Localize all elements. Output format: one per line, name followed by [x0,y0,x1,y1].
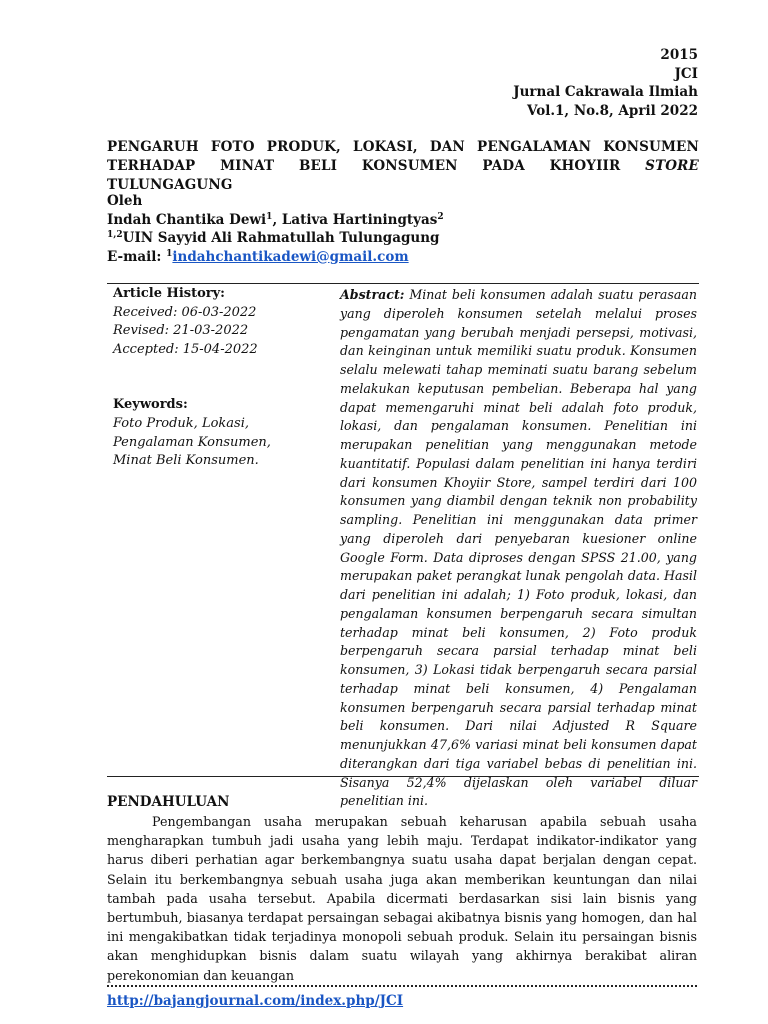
email-sup: 1 [166,248,173,259]
paper-title [107,138,699,195]
email-line [107,248,444,267]
revised-date: Revised: 21-03-2022 [113,323,249,339]
journal-url-link[interactable]: http://bajangjournal.com/index.php/JCI [107,993,404,1009]
affiliation-line [107,229,444,248]
title-italic: STORE [645,158,699,174]
keywords-label: Keywords: [113,397,188,413]
bottom-rule [107,776,699,777]
intro-body [107,812,697,985]
abstract-label: Abstract: [340,287,405,302]
author-1-sup: 1 [266,211,273,222]
header-journal-name: Jurnal Cakrawala Ilmiah [513,84,698,100]
header-journal-abbr: JCI [674,65,698,82]
accepted-date: Accepted: 15-04-2022 [113,341,258,357]
title-part1: PENGARUH FOTO PRODUK, LOKASI, DAN PENGALAMAN KONSUMEN TERHADAP MINAT BELI KONSUMEN PADA KHOYIIR [107,139,699,174]
email-link[interactable]: indahchantikadewi@gmail.com [172,248,409,265]
author-2: Lativa Hartiningtyas [281,211,438,228]
journal-header [513,46,698,120]
history-label: Article History: [113,286,225,301]
email-label: E-mail: [107,248,167,265]
section-heading: PENDAHULUAN [107,794,230,810]
keywords-line-1: Foto Produk, Lokasi, [113,415,249,431]
by-line: Oleh [107,193,143,209]
abstract [340,286,697,811]
header-volume: Vol.1, No.8, April 2022 [526,102,698,119]
affiliation-sup: 1,2 [107,230,123,240]
footer-divider [107,985,697,987]
author-block [107,192,444,266]
keywords-line-2: Pengalaman Konsumen, [113,434,271,450]
keywords-line-3: Minat Beli Konsumen. [113,453,259,469]
abstract-text: Minat beli konsumen adalah suatu perasaan yang diperoleh konsumen setelah melalui proses pengamatan yang berubah menjadi persepsi, motivasi, dan keinginan untuk memiliki suatu produk. Konsumen selalu melewati tahap meminati suatu barang sebelum melakukan keputusan pembelian. Beberapa hal yang dapat memengaruhi minat beli adalah foto produk, lokasi, dan pengalaman konsumen. Penelitian ini merupakan penelitian yang menggunakan metode kuantitatif. Populasi dalam penelitian ini hanya terdiri dari konsumen Khoyiir Store, sampel terdiri dari 100 konsumen yang diambil dengan teknik non probability sampling. Penelitian ini menggunakan data primer yang diperoleh dari penyebaran kuesioner online Google Form. Data diproses dengan SPSS 21.00, yang merupakan paket perangkat lunak pengolah data. Hasil dari penelitian ini adalah; 1) Foto produk, lokasi, dan pengalaman konsumen berpengaruh secara simultan terhadap minat beli konsumen, 2) Foto produk berpengaruh secara parsial terhadap minat beli konsumen, 3) Lokasi tidak berpengaruh secara parsial terhadap minat beli konsumen, 4) Pengalaman konsumen berpengaruh secara parsial terhadap minat beli konsumen. Dari nilai Adjusted R Square menunjukkan 47,6% variasi minat beli konsumen dapat diterangkan dari tiga variabel bebas di penelitian ini. Sisanya 52,4% dijelaskan oleh variabel diluar penelitian ini. [340,287,697,809]
received-date: Received: 06-03-2022 [113,304,257,320]
article-info [113,285,323,471]
author-1: Indah Chantika Dewi [107,211,267,228]
author-names [107,211,444,230]
title-part2: TULUNGAGUNG [107,177,233,193]
author-separator: , [272,211,282,228]
top-rule [107,283,699,284]
author-2-sup: 2 [437,211,444,222]
header-year: 2015 [660,47,698,63]
intro-paragraph: Pengembangan usaha merupakan sebuah keharusan apabila sebuah usaha mengharapkan tumbuh jadi usaha yang lebih maju. Terdapat indikator-indikator yang harus diberi perhatian agar berkembangnya suatu usaha dapat berjalan dengan cepat. Selain itu berkembangnya sebuah usaha juga akan memberikan keuntungan dan nilai tambah pada usaha tersebut. Apabila dicermati berdasarkan sisi lain bisnis yang bertumbuh, biasanya terdapat persaingan sebagai akibatnya bisnis yang homogen, dan hal ini mengakibatkan tidak terjadinya monopoli sebuah produk. Selain itu persaingan bisnis akan menghidupkan bisnis dalam suatu wilayah yang akhirnya berakibat aliran perekonomian dan keuangan [107,814,697,983]
affiliation: UIN Sayyid Ali Rahmatullah Tulungagung [122,230,440,246]
